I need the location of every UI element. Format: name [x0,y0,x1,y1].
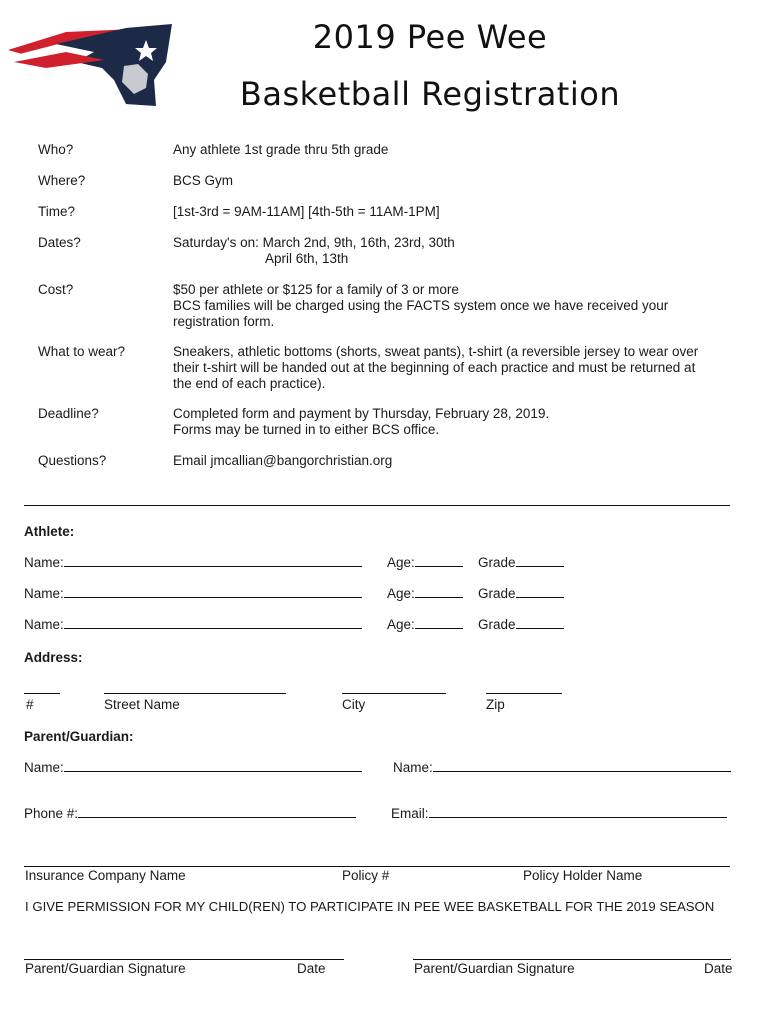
address-street-label: Street Name [104,697,180,712]
info-label-where: Where? [38,173,86,188]
info-label-cost: Cost? [38,282,74,297]
info-label-wear: What to wear? [38,344,126,359]
email-field[interactable]: Email: [391,806,727,821]
info-value-deadline: Completed form and payment by Thursday, February 28, 2019. Forms may be turned in to either BCS office. [173,406,550,437]
athlete-1-grade-field[interactable]: Grade [478,555,564,570]
info-value-wear: Sneakers, athletic bottoms (shorts, sweat pants), t-shirt (a reversible jersey to wear over their t-shirt will be handed out at the beginning of each practice and must be returned at the end of each practice). [173,344,699,391]
permission-statement: I GIVE PERMISSION FOR MY CHILD(REN) TO PARTICIPATE IN PEE WEE BASKETBALL FOR THE 2019 SEASON [25,899,715,914]
address-city-label: City [342,697,366,712]
info-value-dates: Saturday's on: March 2nd, 9th, 16th, 23rd, 30th April 6th, 13th [173,235,455,266]
insurance-company-label: Insurance Company Name [25,868,186,883]
date-label-1: Date [297,961,326,976]
address-city-line[interactable] [342,693,446,694]
athlete-2-age-field[interactable]: Age: [387,586,463,601]
date-label-2: Date [704,961,733,976]
info-value-who: Any athlete 1st grade thru 5th grade [173,142,389,157]
info-label-deadline: Deadline? [38,406,99,421]
info-label-time: Time? [38,204,76,219]
page-title-line1: 2019 Pee Wee [312,18,548,56]
athlete-1-name-field[interactable]: Name: [24,555,362,570]
athlete-3-age-field[interactable]: Age: [387,617,463,632]
parent-heading: Parent/Guardian: [24,729,134,744]
address-number-label: # [26,697,34,712]
signature-line-1[interactable] [24,959,344,960]
athlete-heading: Athlete: [24,524,75,539]
insurance-line[interactable] [24,866,730,867]
team-logo [6,22,172,106]
athlete-2-grade-field[interactable]: Grade [478,586,564,601]
info-value-cost: $50 per athlete or $125 for a family of 3 or more BCS families will be charged using the FACTS system once we have received your registration form. [173,282,669,329]
address-zip-label: Zip [486,697,505,712]
info-label-questions: Questions? [38,453,107,468]
phone-field[interactable]: Phone #: [24,806,356,821]
athlete-1-age-field[interactable]: Age: [387,555,463,570]
policy-number-label: Policy # [342,868,390,883]
athlete-3-grade-field[interactable]: Grade [478,617,564,632]
info-label-who: Who? [38,142,74,157]
parent-1-name-field[interactable]: Name: [24,760,362,775]
page-title-line2: Basketball Registration [239,75,621,113]
info-value-time: [1st-3rd = 9AM-11AM] [4th-5th = 11AM-1PM] [173,204,440,219]
info-label-dates: Dates? [38,235,81,250]
signature-line-2[interactable] [413,959,731,960]
signature-label-1: Parent/Guardian Signature [25,961,186,976]
athlete-2-name-field[interactable]: Name: [24,586,362,601]
address-street-line[interactable] [104,693,286,694]
address-number-line[interactable] [24,693,60,694]
address-heading: Address: [24,650,83,665]
info-value-questions: Email jmcallian@bangorchristian.org [173,453,393,468]
section-divider [24,505,730,506]
signature-label-2: Parent/Guardian Signature [414,961,575,976]
address-zip-line[interactable] [486,693,562,694]
athlete-3-name-field[interactable]: Name: [24,617,362,632]
parent-2-name-field[interactable]: Name: [393,760,731,775]
info-value-where: BCS Gym [173,173,234,188]
policy-holder-label: Policy Holder Name [523,868,643,883]
